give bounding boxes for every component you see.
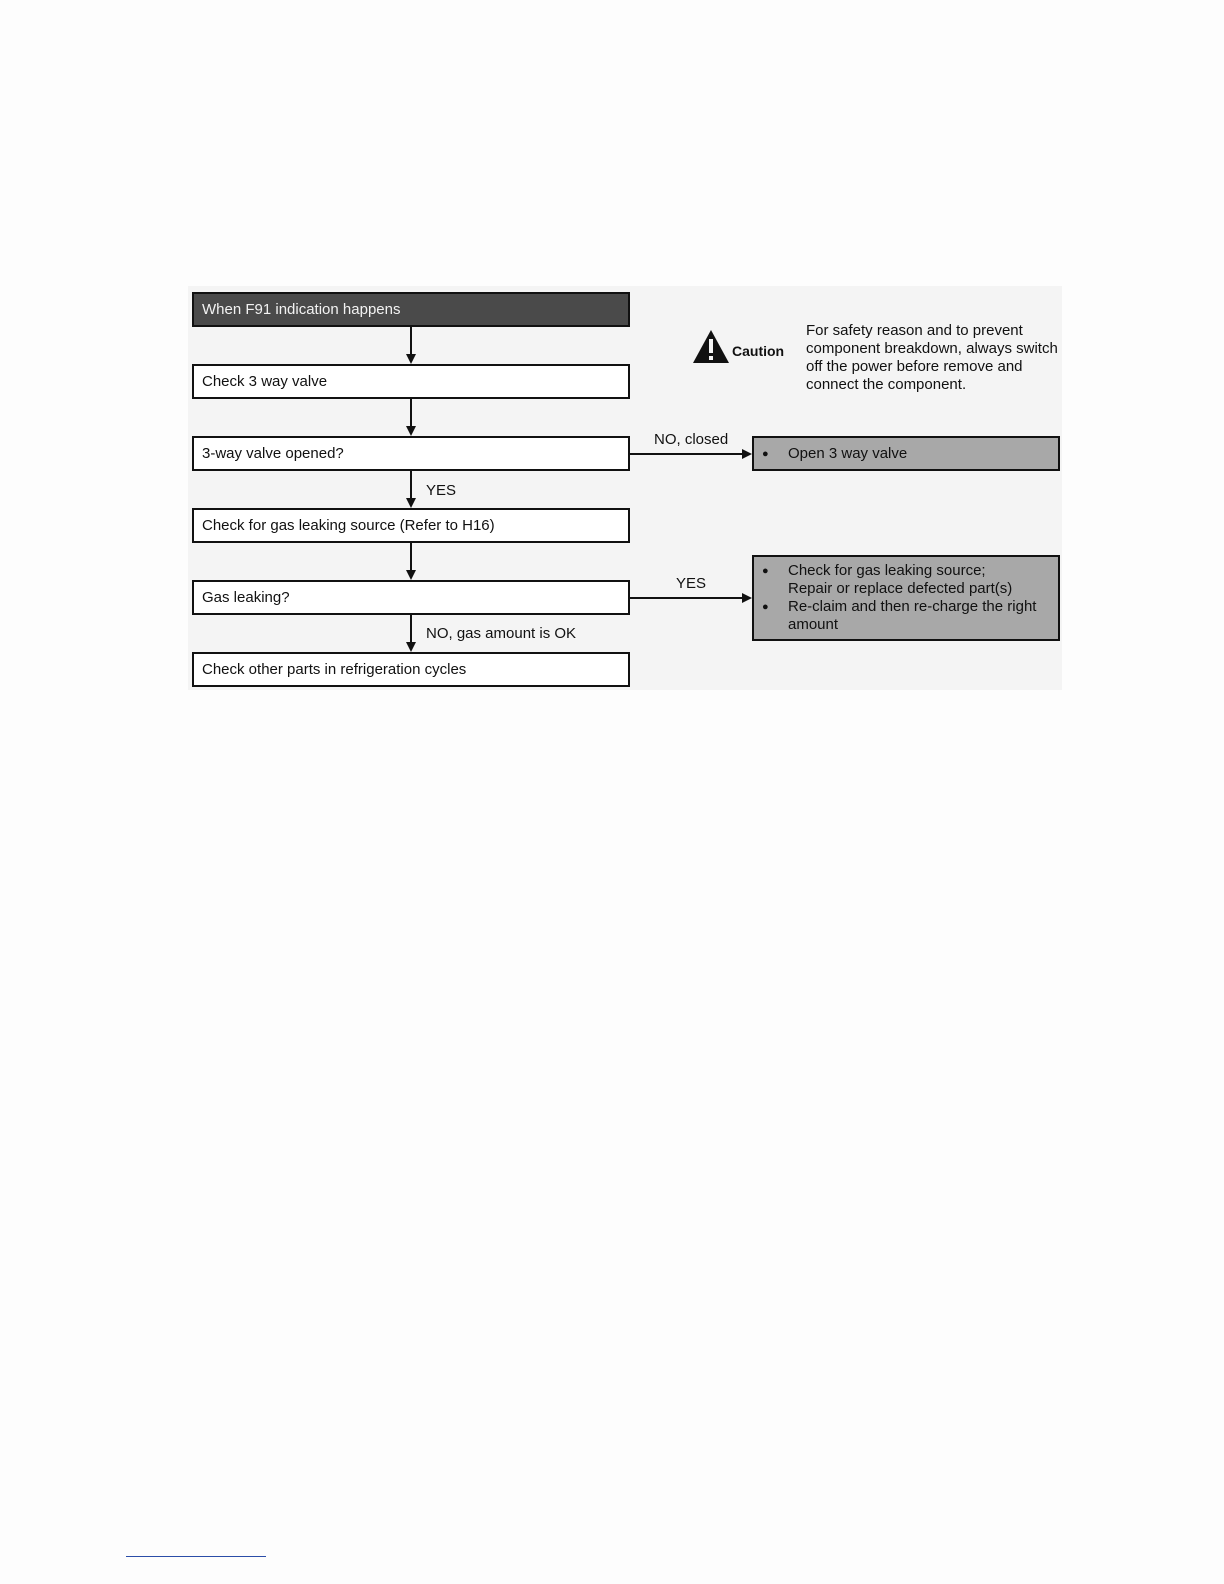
edge-label-leak-no: NO, gas amount is OK xyxy=(426,625,577,642)
caution-text xyxy=(806,322,1066,394)
decision-valve-opened-label: 3-way valve opened? xyxy=(202,445,344,462)
step-start-label: When F91 indication happens xyxy=(202,301,401,318)
caution-line-4: connect the component. xyxy=(806,376,967,393)
caution-label: Caution xyxy=(732,343,785,359)
step-check-other-parts-label: Check other parts in refrigeration cycles xyxy=(202,661,467,678)
step-check-valve xyxy=(192,364,630,399)
step-check-other-parts xyxy=(192,652,630,687)
edge-label-valve-no: NO, closed xyxy=(654,431,729,448)
caution-line-3: off the power before remove and xyxy=(806,358,1023,375)
warning-triangle-icon xyxy=(692,328,730,364)
decision-gas-leaking xyxy=(192,580,630,615)
decision-valve-opened xyxy=(192,436,630,471)
step-check-leak-source xyxy=(192,508,630,543)
caution-line-1: For safety reason and to prevent xyxy=(806,322,1023,339)
action-leak-fix xyxy=(752,555,1060,641)
decision-gas-leaking-label: Gas leaking? xyxy=(202,589,290,606)
action-open-valve-item: ● Open 3 way valve xyxy=(762,445,907,463)
footnote-separator xyxy=(126,1556,266,1557)
step-check-valve-label: Check 3 way valve xyxy=(202,373,328,390)
edge-label-valve-yes: YES xyxy=(426,482,457,499)
edge-label-leak-yes: YES xyxy=(676,575,707,592)
action-leak-fix-item-2: ● Re-claim and then re-charge the right amount xyxy=(762,598,1058,634)
action-leak-fix-list xyxy=(762,562,1058,634)
action-open-valve-list xyxy=(762,445,907,463)
flowchart-canvas xyxy=(188,286,1062,690)
action-open-valve xyxy=(752,436,1060,471)
caution-badge xyxy=(692,328,784,364)
step-start xyxy=(192,292,630,327)
caution-line-2: component breakdown, always switch xyxy=(806,340,1058,357)
step-check-leak-source-label: Check for gas leaking source (Refer to H16) xyxy=(202,517,495,534)
action-leak-fix-item-1: ● Check for gas leaking source; Repair or replace defected part(s) xyxy=(762,562,1058,598)
